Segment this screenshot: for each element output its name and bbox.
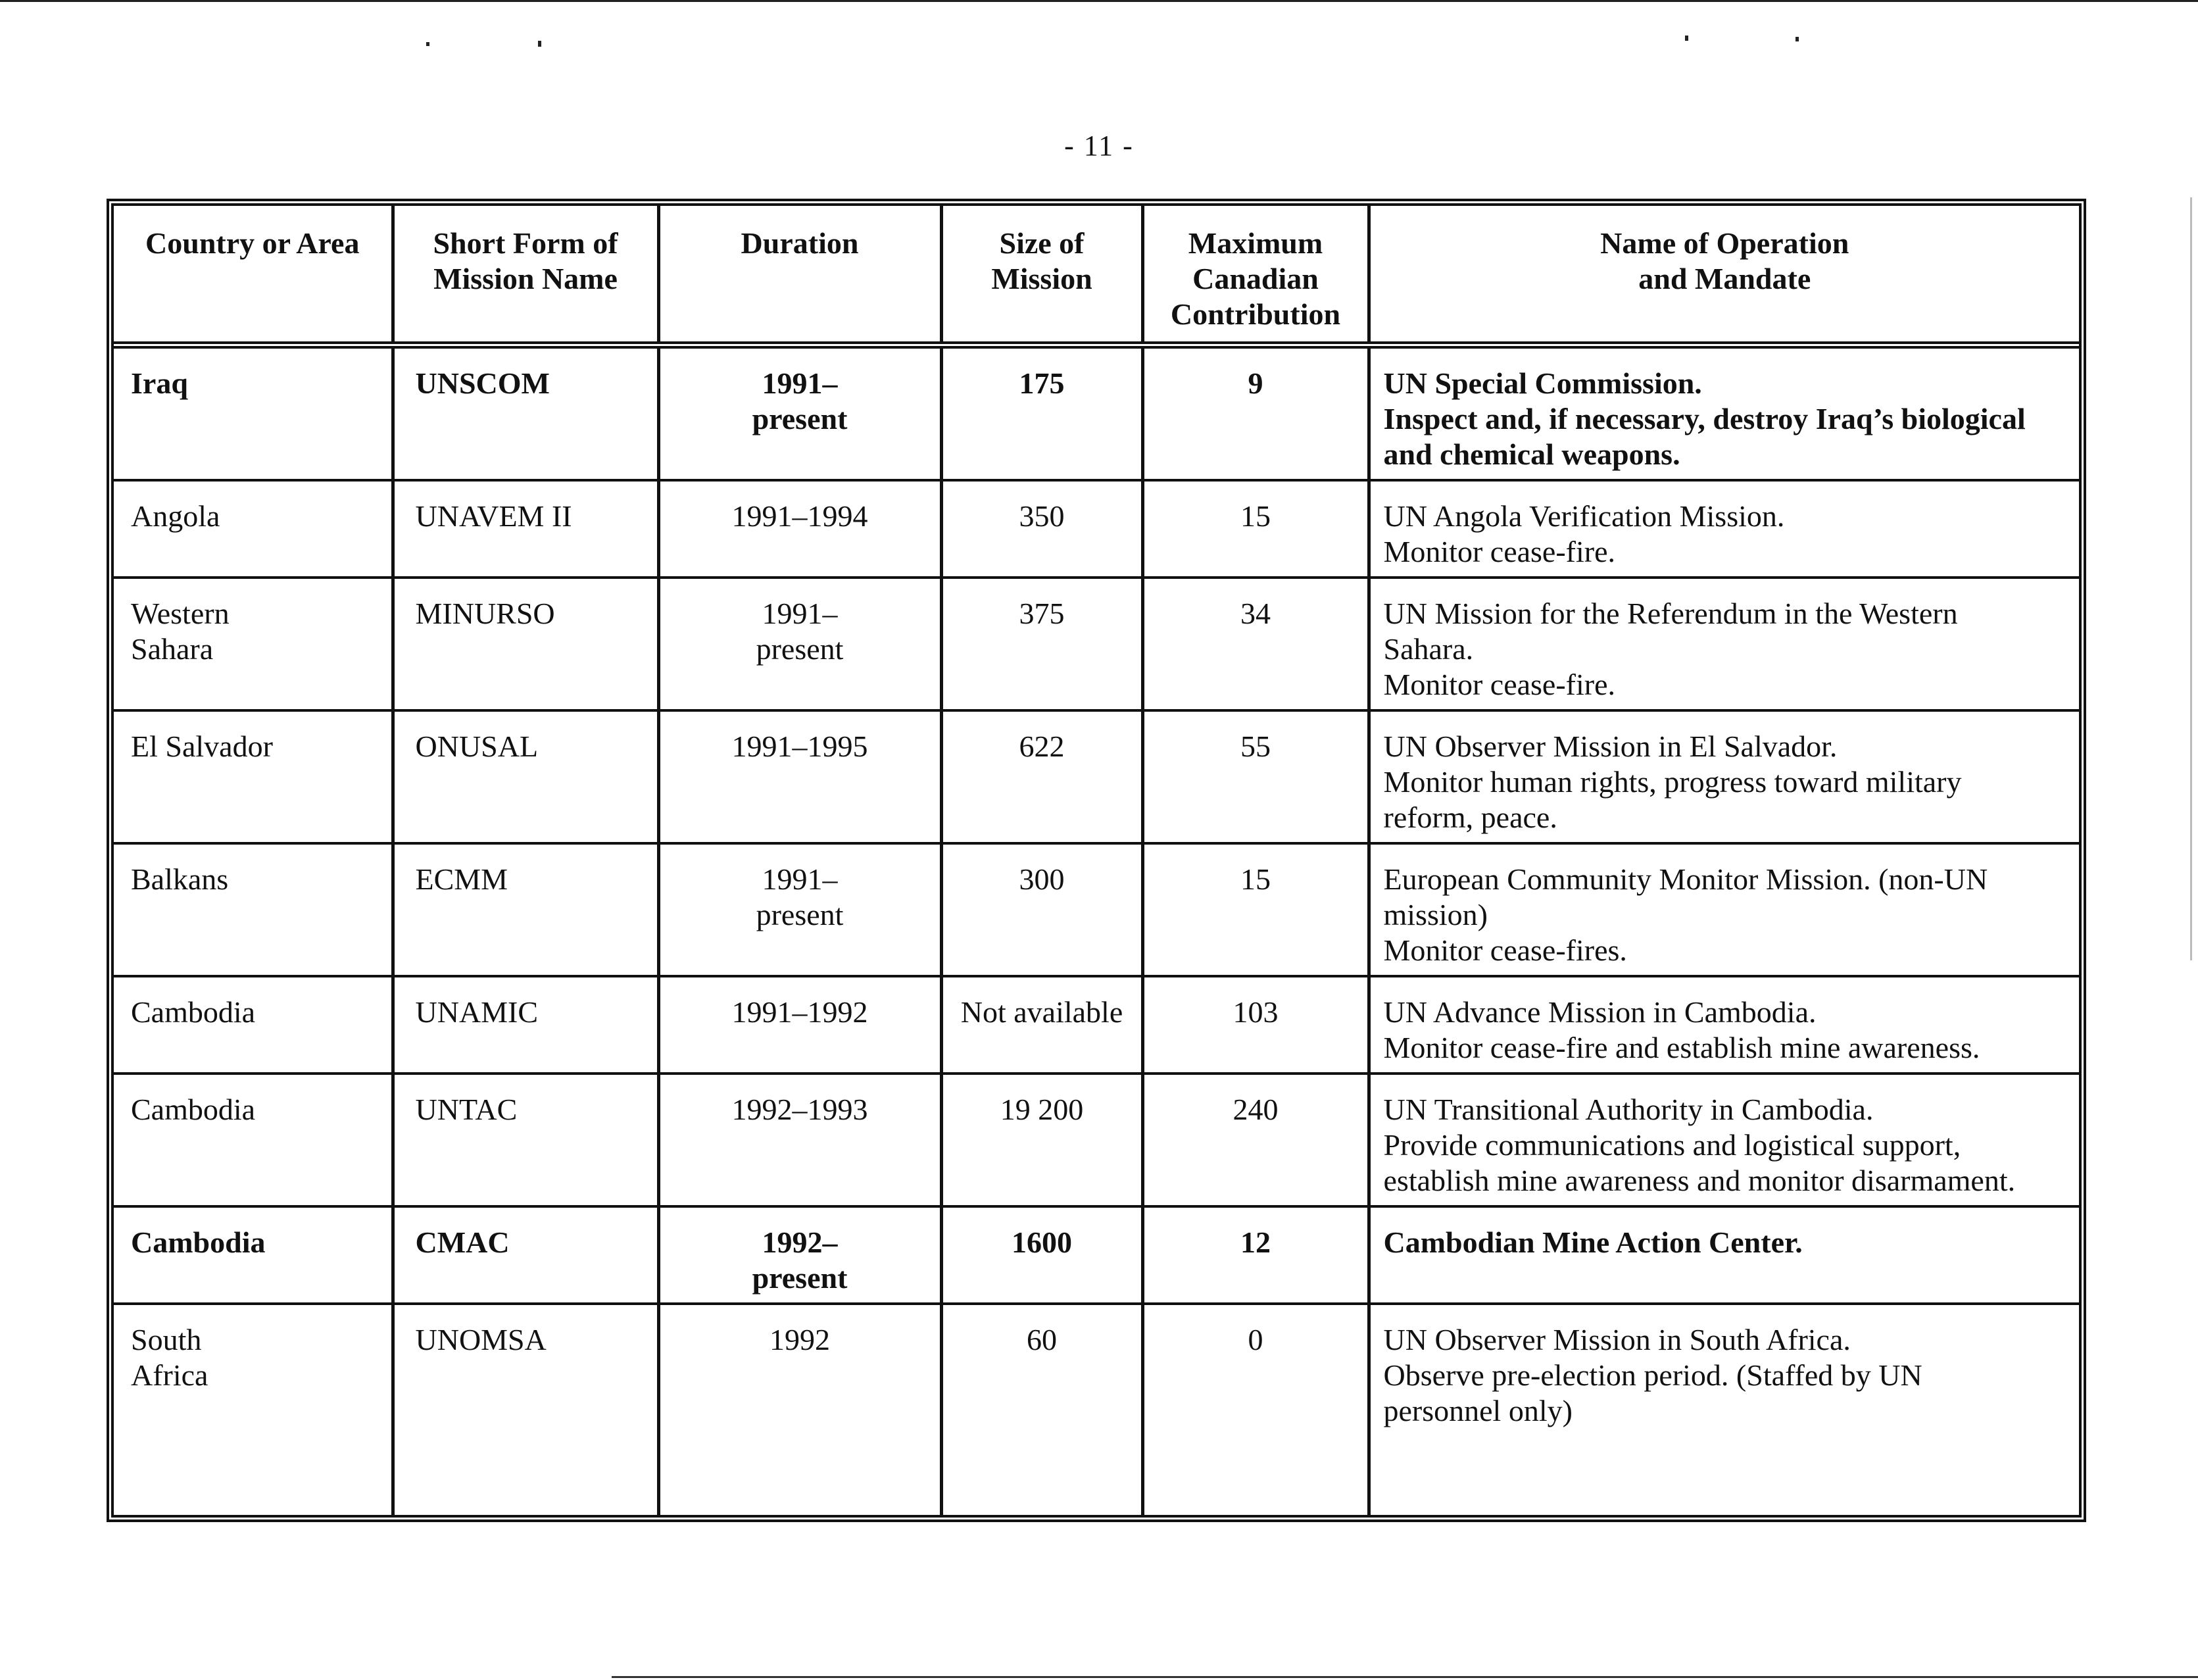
scan-speck (1795, 37, 1799, 41)
country-line: Angola (131, 499, 220, 533)
cell-duration (658, 345, 941, 481)
table-row (114, 1206, 2079, 1304)
mandate-line: Provide communications and logistical support, (1383, 1128, 1961, 1162)
country-line: Balkans (131, 862, 229, 896)
mandate-line: UN Mission for the Referendum in the Western (1383, 597, 1958, 630)
table-row (114, 480, 2079, 578)
table-row (114, 345, 2079, 481)
mandate-line: personnel only) (1383, 1394, 1573, 1427)
cell-size: 175 (941, 345, 1142, 481)
scan-speck (538, 41, 541, 47)
cell-canadian-contribution: 12 (1142, 1206, 1369, 1304)
mandate-line: Inspect and, if necessary, destroy Iraq’s biological (1383, 402, 2026, 435)
table-row (114, 1074, 2079, 1206)
cell-short-name: UNAMIC (393, 976, 658, 1074)
cell-short-name: UNTAC (393, 1074, 658, 1206)
cell-size: 60 (941, 1304, 1142, 1522)
cell-canadian-contribution: 9 (1142, 345, 1369, 481)
cell-duration (658, 1304, 941, 1522)
cell-short-name: MINURSO (393, 578, 658, 710)
page-number: - 11 - (1064, 130, 1134, 162)
missions-table-frame (107, 199, 2086, 1522)
scan-speck (426, 42, 429, 46)
mandate-line: establish mine awareness and monitor disarmament. (1383, 1164, 2016, 1197)
header-line: Canadian (1192, 262, 1319, 295)
duration-line: 1992– (762, 1225, 838, 1259)
duration-line: 1991–1992 (731, 995, 868, 1029)
cell-size: 622 (941, 710, 1142, 843)
page-bottom-rule (612, 1676, 2198, 1678)
cell-short-name: ONUSAL (393, 710, 658, 843)
cell-size: 375 (941, 578, 1142, 710)
cell-operation-mandate (1369, 578, 2079, 710)
mandate-line: UN Angola Verification Mission. (1383, 499, 1785, 533)
cell-duration (658, 976, 941, 1074)
mandate-line: UN Observer Mission in El Salvador. (1383, 729, 1838, 763)
header-duration (658, 206, 941, 345)
header-size (941, 206, 1142, 345)
mandate-line: European Community Monitor Mission. (non-UN (1383, 862, 1988, 896)
cell-operation-mandate (1369, 345, 2079, 481)
country-line: Western (131, 597, 230, 630)
header-line: and Mandate (1638, 262, 1811, 295)
cell-size: 1600 (941, 1206, 1142, 1304)
mandate-line: UN Transitional Authority in Cambodia. (1383, 1093, 1874, 1126)
cell-duration (658, 578, 941, 710)
cell-short-name: UNSCOM (393, 345, 658, 481)
cell-short-name: UNAVEM II (393, 480, 658, 578)
country-line: Cambodia (131, 1093, 256, 1126)
duration-line: 1991–1994 (731, 499, 868, 533)
cell-canadian-contribution: 34 (1142, 578, 1369, 710)
cell-operation-mandate (1369, 1304, 2079, 1522)
header-line: Size of (999, 226, 1085, 260)
mandate-line: UN Advance Mission in Cambodia. (1383, 995, 1817, 1029)
mandate-line: UN Observer Mission in South Africa. (1383, 1323, 1851, 1356)
cell-short-name: UNOMSA (393, 1304, 658, 1522)
header-line: Duration (741, 226, 859, 260)
header-line: Name of Operation (1600, 226, 1849, 260)
cell-operation-mandate (1369, 1206, 2079, 1304)
mandate-line: Monitor cease-fire. (1383, 535, 1616, 568)
table-row (114, 976, 2079, 1074)
mandate-line: Observe pre-election period. (Staffed by UN (1383, 1358, 1922, 1392)
table-row (114, 578, 2079, 710)
country-line: Cambodia (131, 995, 256, 1029)
duration-line: 1992 (769, 1323, 830, 1356)
mandate-line: Sahara. (1383, 632, 1474, 666)
cell-operation-mandate (1369, 480, 2079, 578)
header-country (114, 206, 393, 345)
cell-canadian-contribution: 240 (1142, 1074, 1369, 1206)
page-top-rule (0, 0, 2198, 2)
cell-operation-mandate (1369, 843, 2079, 976)
header-line: Maximum (1188, 226, 1323, 260)
duration-line: present (752, 402, 848, 435)
header-line: Country or Area (145, 226, 360, 260)
cell-country (114, 976, 393, 1074)
scan-speck (1685, 36, 1688, 41)
cell-country (114, 1304, 393, 1522)
header-line: Mission Name (433, 262, 618, 295)
header-line: Short Form of (433, 226, 618, 260)
table-row (114, 843, 2079, 976)
duration-line: present (752, 1261, 848, 1295)
cell-size: Not available (941, 976, 1142, 1074)
cell-canadian-contribution: 103 (1142, 976, 1369, 1074)
cell-duration (658, 843, 941, 976)
cell-duration (658, 710, 941, 843)
header-line: Mission (991, 262, 1092, 295)
country-line: Cambodia (131, 1225, 266, 1259)
mandate-line: Monitor human rights, progress toward military (1383, 765, 1962, 799)
country-line: Africa (131, 1358, 208, 1392)
cell-canadian-contribution: 15 (1142, 843, 1369, 976)
country-line: El Salvador (131, 729, 273, 763)
cell-canadian-contribution: 55 (1142, 710, 1369, 843)
mandate-line: Cambodian Mine Action Center. (1383, 1225, 1803, 1259)
cell-country (114, 1074, 393, 1206)
cell-country (114, 710, 393, 843)
duration-line: 1991– (762, 366, 838, 400)
mandate-line: and chemical weapons. (1383, 437, 1680, 471)
duration-line: 1991– (762, 862, 838, 896)
mandate-line: Monitor cease-fire and establish mine awareness. (1383, 1031, 1980, 1064)
cell-country (114, 345, 393, 481)
country-line: Iraq (131, 366, 188, 400)
mandate-line: Monitor cease-fire. (1383, 668, 1616, 701)
cell-operation-mandate (1369, 976, 2079, 1074)
header-canadian-contribution (1142, 206, 1369, 345)
cell-canadian-contribution: 15 (1142, 480, 1369, 578)
mandate-line: Monitor cease-fires. (1383, 933, 1627, 967)
cell-canadian-contribution: 0 (1142, 1304, 1369, 1522)
duration-line: 1991–1995 (731, 729, 868, 763)
cell-size: 19 200 (941, 1074, 1142, 1206)
duration-line: 1991– (762, 597, 838, 630)
country-line: South (131, 1323, 202, 1356)
header-operation-mandate (1369, 206, 2079, 345)
cell-country (114, 1206, 393, 1304)
table-header (114, 206, 2079, 345)
country-line: Sahara (131, 632, 214, 666)
duration-line: present (756, 632, 844, 666)
cell-short-name: ECMM (393, 843, 658, 976)
table-body (114, 345, 2079, 1523)
scan-speck (2190, 197, 2192, 960)
cell-country (114, 843, 393, 976)
cell-operation-mandate (1369, 710, 2079, 843)
cell-duration (658, 1206, 941, 1304)
cell-country (114, 578, 393, 710)
header-line: Contribution (1170, 297, 1341, 331)
cell-country (114, 480, 393, 578)
header-short-name (393, 206, 658, 345)
header-row (114, 206, 2079, 345)
mandate-line: mission) (1383, 898, 1488, 931)
cell-size: 300 (941, 843, 1142, 976)
mandate-line: reform, peace. (1383, 801, 1557, 834)
cell-operation-mandate (1369, 1074, 2079, 1206)
duration-line: 1992–1993 (731, 1093, 868, 1126)
cell-size: 350 (941, 480, 1142, 578)
cell-short-name: CMAC (393, 1206, 658, 1304)
mandate-line: UN Special Commission. (1383, 366, 1702, 400)
table-row (114, 710, 2079, 843)
table-row (114, 1304, 2079, 1522)
cell-duration (658, 1074, 941, 1206)
cell-duration (658, 480, 941, 578)
peacekeeping-missions-table (114, 206, 2079, 1522)
duration-line: present (756, 898, 844, 931)
